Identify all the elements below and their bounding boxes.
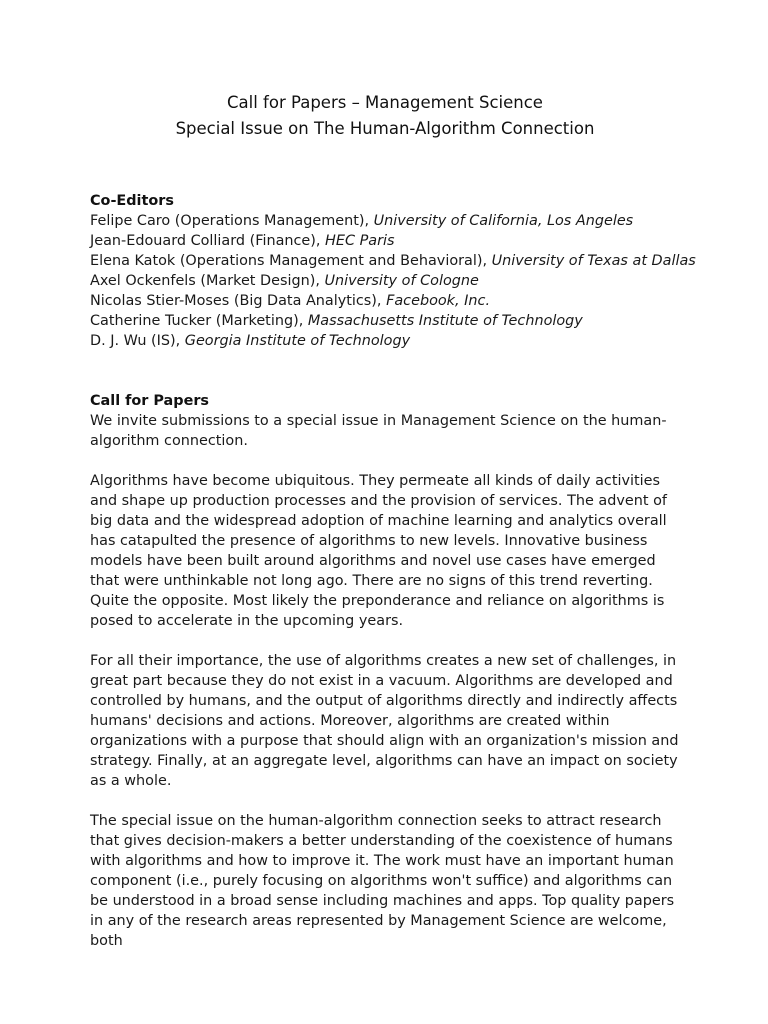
coeditors-heading: Co-Editors [90, 193, 174, 209]
body-paragraph: Algorithms have become ubiquitous. They permeate all kinds of daily activities and shape up production processes and the provision of services. The advent of big data and the widespread adoption of machine learning and analytics overall has catapulted the presence of algorithms to new levels. Innovative business models have been built around algorithms and novel use cases have emerged that were unthinkable not long ago. There are no signs of this trend reverting. Quite the opposite. Most likely the preponderance and reliance on algorithms is posed to accelerate in the upcoming years. [90, 473, 667, 629]
coeditor-row [90, 211, 680, 231]
coeditor-name: Felipe Caro (Operations Management), [90, 213, 374, 229]
coeditor-affiliation: University of California, Los Angeles [373, 213, 634, 229]
coeditor-affiliation: Georgia Institute of Technology [184, 333, 411, 349]
coeditor-row [90, 251, 696, 271]
coeditor-name: Elena Katok (Operations Management and Behavioral), [90, 253, 492, 269]
coeditor-affiliation: HEC Paris [325, 233, 395, 249]
call-for-papers-section [90, 391, 680, 951]
coeditor-name: D. J. Wu (IS), [90, 333, 185, 349]
title-block [90, 90, 680, 142]
document-subtitle: Special Issue on The Human-Algorithm Connection [175, 119, 595, 138]
body-paragraph: The special issue on the human-algorithm connection seeks to attract research that gives decision-makers a better understanding of the coexistence of humans with algorithms and how to improve it. The work must have an important human component (i.e., purely focusing on algorithms won't suffice) and algorithms can be understood in a broad sense including machines and apps. Top quality papers in any of the research areas represented by Management Science are welcome, both [90, 813, 675, 949]
coeditor-row [90, 291, 680, 311]
coeditors-section [90, 191, 696, 351]
body-paragraph: We invite submissions to a special issue in Management Science on the human-algorithm connection. [90, 413, 667, 449]
coeditor-row [90, 311, 680, 331]
coeditor-name: Catherine Tucker (Marketing), [90, 313, 308, 329]
coeditor-row [90, 231, 680, 251]
coeditor-row [90, 331, 680, 351]
coeditor-name: Axel Ockenfels (Market Design), [90, 273, 325, 289]
coeditor-affiliation: University of Texas at Dallas [491, 253, 696, 269]
coeditor-affiliation: Facebook, Inc. [386, 293, 491, 309]
coeditor-name: Nicolas Stier-Moses (Big Data Analytics), [90, 293, 387, 309]
coeditor-name: Jean-Edouard Colliard (Finance), [90, 233, 326, 249]
coeditor-affiliation: Massachusetts Institute of Technology [307, 313, 583, 329]
body-paragraph: For all their importance, the use of algorithms creates a new set of challenges, in great part because they do not exist in a vacuum. Algorithms are developed and controlled by humans, and the output of algorithms directly and indirectly affects humans' decisions and actions. Moreover, algorithms are created within organizations with a purpose that should align with an organization's mission and strategy. Finally, at an aggregate level, algorithms can have an impact on society as a whole. [90, 653, 679, 789]
document-title: Call for Papers – Management Science [227, 93, 543, 112]
coeditor-affiliation: University of Cologne [324, 273, 479, 289]
coeditors-list [90, 211, 696, 351]
call-for-papers-heading: Call for Papers [90, 393, 209, 409]
coeditor-row [90, 271, 680, 291]
